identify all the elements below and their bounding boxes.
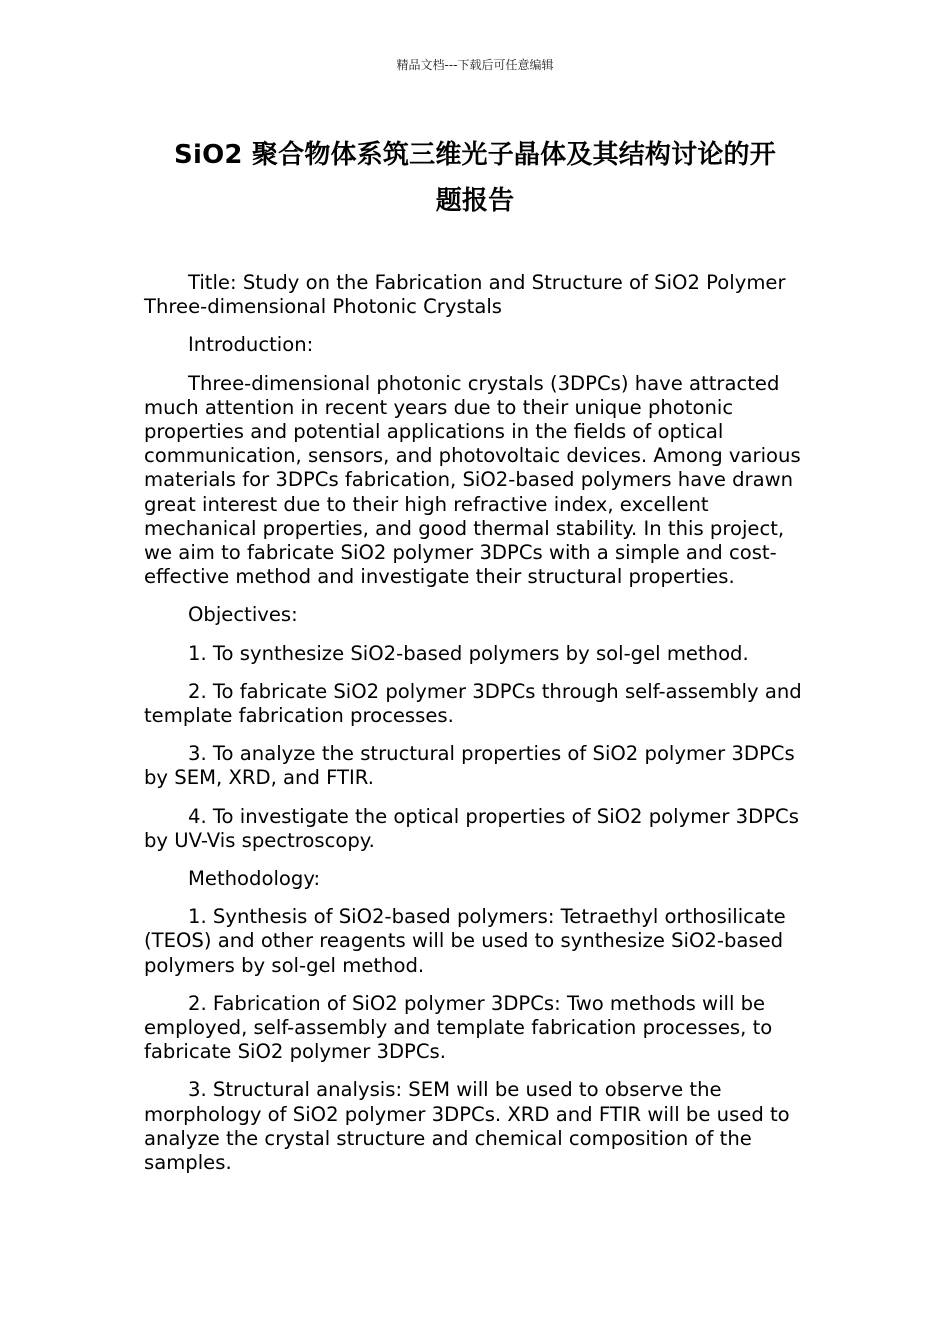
- methodology-item-2: 2. Fabrication of SiO2 polymer 3DPCs: Two methods will be employed, self-assembly and template fabrication processes, to fabricate SiO2 polymer 3DPCs.: [144, 991, 773, 1064]
- document-title: [140, 132, 810, 224]
- document-title-line-1: SiO2 聚合物体系筑三维光子晶体及其结构讨论的开: [174, 140, 776, 170]
- objective-item-1: 1. To synthesize SiO2-based polymers by sol-gel method.: [188, 641, 749, 665]
- methodology-item-3: 3. Structural analysis: SEM will be used to observe the morphology of SiO2 polymer 3DPCs. XRD and FTIR will be used to analyze the crystal structure and chemical composition of the samples.: [144, 1078, 790, 1175]
- objective-item-3: 3. To analyze the structural properties of SiO2 polymer 3DPCs by SEM, XRD, and FTIR.: [144, 742, 795, 790]
- header-note: 精品文档---下载后可任意编辑: [396, 58, 554, 72]
- paragraph-title: Title: Study on the Fabrication and Structure of SiO2 Polymer Three-dimensional Photonic Crystals: [144, 271, 786, 319]
- objective-item-4: 4. To investigate the optical properties of SiO2 polymer 3DPCs by UV-Vis spectroscopy.: [144, 804, 799, 852]
- heading-objectives: Objectives:: [188, 603, 298, 627]
- heading-introduction: Introduction:: [188, 333, 314, 357]
- document-title-line-2: 题报告: [435, 186, 515, 216]
- methodology-item-1: 1. Synthesis of SiO2-based polymers: Tetraethyl orthosilicate (TEOS) and other reagents will be used to synthesize SiO2-based polymers by sol-gel method.: [144, 905, 786, 977]
- objective-item-2: 2. To fabricate SiO2 polymer 3DPCs through self-assembly and template fabrication processes.: [144, 679, 802, 728]
- paragraph-introduction: Three-dimensional photonic crystals (3DPCs) have attracted much attention in recent years due to their unique photonic properties and potential applications in the fields of optical communication, sensors, and photovoltaic devices. Among various materials for 3DPCs fabrication, SiO2-based polymers have drawn great interest due to their high refractive index, excellent mechanical properties, and good thermal stability. In this project, we aim to fabricate SiO2 polymer 3DPCs with a simple and cost-effective method and investigate their structural properties.: [144, 371, 801, 589]
- document-body: [144, 271, 816, 1189]
- heading-methodology: Methodology:: [188, 867, 321, 891]
